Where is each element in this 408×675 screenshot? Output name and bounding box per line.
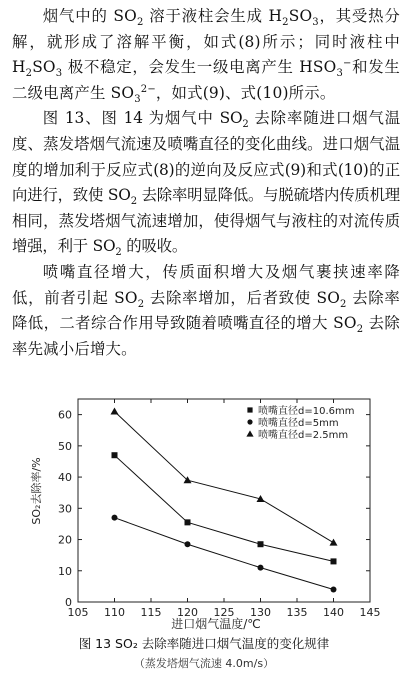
y-tick-label: 60 — [58, 408, 72, 422]
line-chart — [0, 395, 408, 635]
y-tick-label: 20 — [58, 533, 72, 547]
figure-caption-condition: （蒸发塔烟气流速 4.0m/s） — [133, 657, 275, 670]
y-tick-label: 0 — [65, 596, 72, 609]
x-tick-label: 135 — [286, 606, 308, 619]
paragraph-figure-description: 图 13、图 14 为烟气中 $SO_2$ 去除率随进口烟气温度、蒸发塔烟气流速及喷嘴直径的变化曲线。进口烟气温度的增加利于反应式(8)的逆向及反应式(9)和式(10)的正向进行，致使 $SO_2$ 去除率明显降低。与脱硫塔内传质机理相同，蒸发塔烟气流速增加，使得烟气与液柱的对流传质增强，利于 $SO_2$ 的吸收。 — [12, 109, 400, 259]
data-point-circle — [247, 419, 252, 424]
data-point-triangle — [111, 407, 119, 414]
y-tick-label: 30 — [58, 502, 72, 516]
x-tick-label: 105 — [67, 606, 89, 619]
y-tick-label: 10 — [58, 564, 72, 578]
data-point-square — [258, 541, 264, 547]
x-tick-label: 145 — [359, 606, 381, 619]
y-axis-label: SO₂去除率/% — [30, 457, 43, 525]
data-point-triangle — [246, 430, 253, 436]
x-tick-label: 110 — [104, 606, 125, 619]
data-point-square — [247, 407, 252, 412]
body-text — [12, 4, 400, 362]
figure-caption: 图 13 SO₂ 去除率随进口烟气温度的变化规律 — [78, 636, 330, 651]
chart-legend — [246, 404, 354, 441]
x-tick-label: 140 — [323, 606, 344, 619]
legend-entry: 喷嘴直径d=5mm — [258, 418, 339, 429]
data-point-circle — [258, 565, 264, 571]
x-tick-label: 125 — [213, 606, 235, 619]
figure-13 — [0, 395, 408, 635]
y-tick-label: 40 — [58, 471, 72, 485]
x-tick-label: 115 — [140, 606, 162, 619]
data-point-triangle — [330, 539, 338, 546]
data-point-circle — [331, 587, 337, 593]
x-tick-label: 130 — [250, 606, 271, 619]
data-point-square — [331, 558, 337, 564]
series-line — [115, 455, 334, 561]
paragraph-dissolution-equilibrium: 烟气中的 $SO_2$ 溶于液柱会生成 $H_2SO_3$，其受热分解，就形成了溶解平衡，如式(8)所示；同时液柱中 $H_2SO_3$ 极不稳定，会发生一级电离产生 $HSO_3^-$和发生二级电离产生 $SO_3^{2-}$，如式(9)、式(10)所示。 — [12, 7, 400, 105]
data-point-square — [112, 452, 118, 458]
y-tick-label: 50 — [58, 439, 72, 453]
data-point-square — [185, 519, 191, 525]
legend-entry: 喷嘴直径d=2.5mm — [258, 430, 349, 441]
data-point-circle — [185, 541, 191, 547]
data-point-circle — [112, 515, 118, 521]
paragraph-nozzle-diameter: 喷嘴直径增大，传质面积增大及烟气裹挟速率降低，前者引起 $SO_2$ 去除率增加，后者致使 $SO_2$ 去除率降低，二者综合作用导致随着喷嘴直径的增大 $SO_2$ 去除率先减小后增大。 — [12, 262, 400, 358]
x-tick-label: 120 — [177, 606, 198, 619]
legend-entry: 喷嘴直径d=10.6mm — [258, 406, 355, 417]
x-axis-label: 进口烟气温度/℃ — [171, 617, 261, 631]
